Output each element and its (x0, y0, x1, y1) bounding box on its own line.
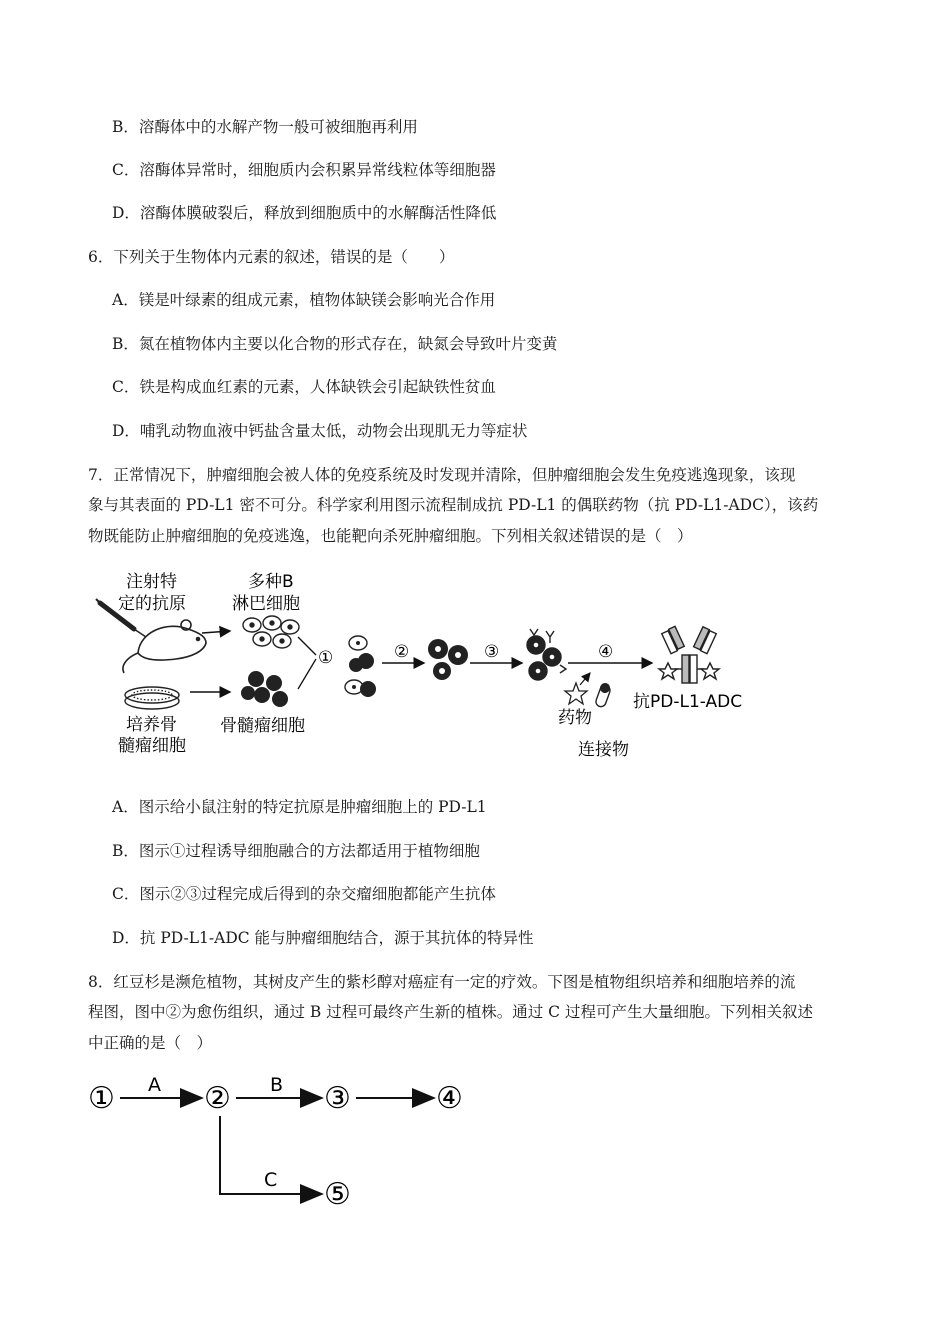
flow-node-5: ⑤ (324, 1177, 351, 1212)
bcell-label-1: 多种B (248, 572, 294, 592)
culture-label-1: 培养骨 (126, 715, 177, 735)
step-2-label: ② (394, 642, 410, 662)
q6-option-a: A．镁是叶绿素的组成元素，植物体缺镁会影响光合作用 (112, 291, 496, 309)
step-1-label: ① (318, 648, 334, 668)
flow-node-2: ② (204, 1081, 231, 1116)
q5-option-c: C．溶酶体异常时，细胞质内会积累异常线粒体等细胞器 (112, 161, 496, 179)
q8-stem-line-1: 8．红豆杉是濒危植物，其树皮产生的紫杉醇对癌症有一定的疗效。下图是植物组织培养和细胞培养的流 (88, 973, 796, 991)
flow-label-c: C (264, 1169, 278, 1191)
linker-label: 连接物 (578, 740, 629, 760)
step-4-label: ④ (598, 642, 614, 662)
q8-flow-diagram (80, 1070, 500, 1220)
q7-option-a: A．图示给小鼠注射的特定抗原是肿瘤细胞上的 PD-L1 (112, 798, 487, 816)
product-label: 抗PD-L1-ADC (633, 692, 743, 712)
step-3-label: ③ (484, 642, 500, 662)
flow-label-a: A (148, 1074, 161, 1096)
drug-label: 药物 (558, 708, 592, 728)
q6-option-d: D．哺乳动物血液中钙盐含量太低，动物会出现肌无力等症状 (112, 422, 528, 440)
q7-stem-line-3: 物既能防止肿瘤细胞的免疫逃逸，也能靶向杀死肿瘤细胞。下列相关叙述错误的是（ ） (88, 527, 693, 545)
q8-stem-line-2: 程图，图中②为愈伤组织，通过 B 过程可最终产生新的植株。通过 C 过程可产生大量细胞。下列相关叙述 (88, 1003, 813, 1021)
q7-option-d: D．抗 PD-L1-ADC 能与肿瘤细胞结合，源于其抗体的特异性 (112, 929, 534, 947)
q7-stem-line-2: 象与其表面的 PD-L1 密不可分。科学家利用图示流程制成抗 PD-L1 的偶联药物（抗 PD-L1-ADC），该药 (88, 496, 819, 514)
linker-icon (595, 682, 612, 708)
inject-label-2: 定的抗原 (118, 594, 186, 614)
flow-node-3: ③ (324, 1081, 351, 1116)
q7-stem-line-1: 7．正常情况下，肿瘤细胞会被人体的免疫系统及时发现并清除，但肿瘤细胞会发生免疫逃逸现象，该现 (88, 466, 796, 484)
myeloma-cells (241, 671, 288, 707)
inject-label-1: 注射特 (126, 572, 177, 592)
q7-option-c: C．图示②③过程完成后得到的杂交瘤细胞都能产生抗体 (112, 885, 496, 903)
q5-option-d: D．溶酶体膜破裂后，释放到细胞质中的水解酶活性降低 (112, 204, 497, 222)
antibody-secreting-cells (527, 629, 566, 680)
q6-option-c: C．铁是构成血红素的元素，人体缺铁会引起缺铁性贫血 (112, 378, 496, 396)
flow-label-b: B (270, 1074, 284, 1096)
myeloma-label: 骨髓瘤细胞 (220, 716, 305, 736)
mixed-cells (345, 636, 376, 697)
culture-label-2: 髓瘤细胞 (118, 736, 186, 756)
q7-figure (90, 565, 770, 765)
q7-option-b: B．图示①过程诱导细胞融合的方法都适用于植物细胞 (112, 842, 480, 860)
drug-star-icon (565, 683, 587, 704)
b-lymphocyte-cells (243, 616, 299, 648)
hybridoma-cells (428, 639, 468, 680)
q5-option-b: B．溶酶体中的水解产物一般可被细胞再利用 (112, 118, 418, 136)
q6-stem: 6．下列关于生物体内元素的叙述，错误的是（ ） (88, 248, 455, 266)
bcell-label-2: 淋巴细胞 (232, 594, 300, 614)
flow-node-4: ④ (436, 1081, 463, 1116)
petri-dish-icon (125, 687, 179, 709)
adc-antibody-icon (659, 626, 719, 683)
flow-node-1: ① (88, 1081, 115, 1116)
q8-stem-line-3: 中正确的是（ ） (88, 1034, 213, 1052)
q6-option-b: B．氮在植物体内主要以化合物的形式存在，缺氮会导致叶片变黄 (112, 335, 558, 353)
